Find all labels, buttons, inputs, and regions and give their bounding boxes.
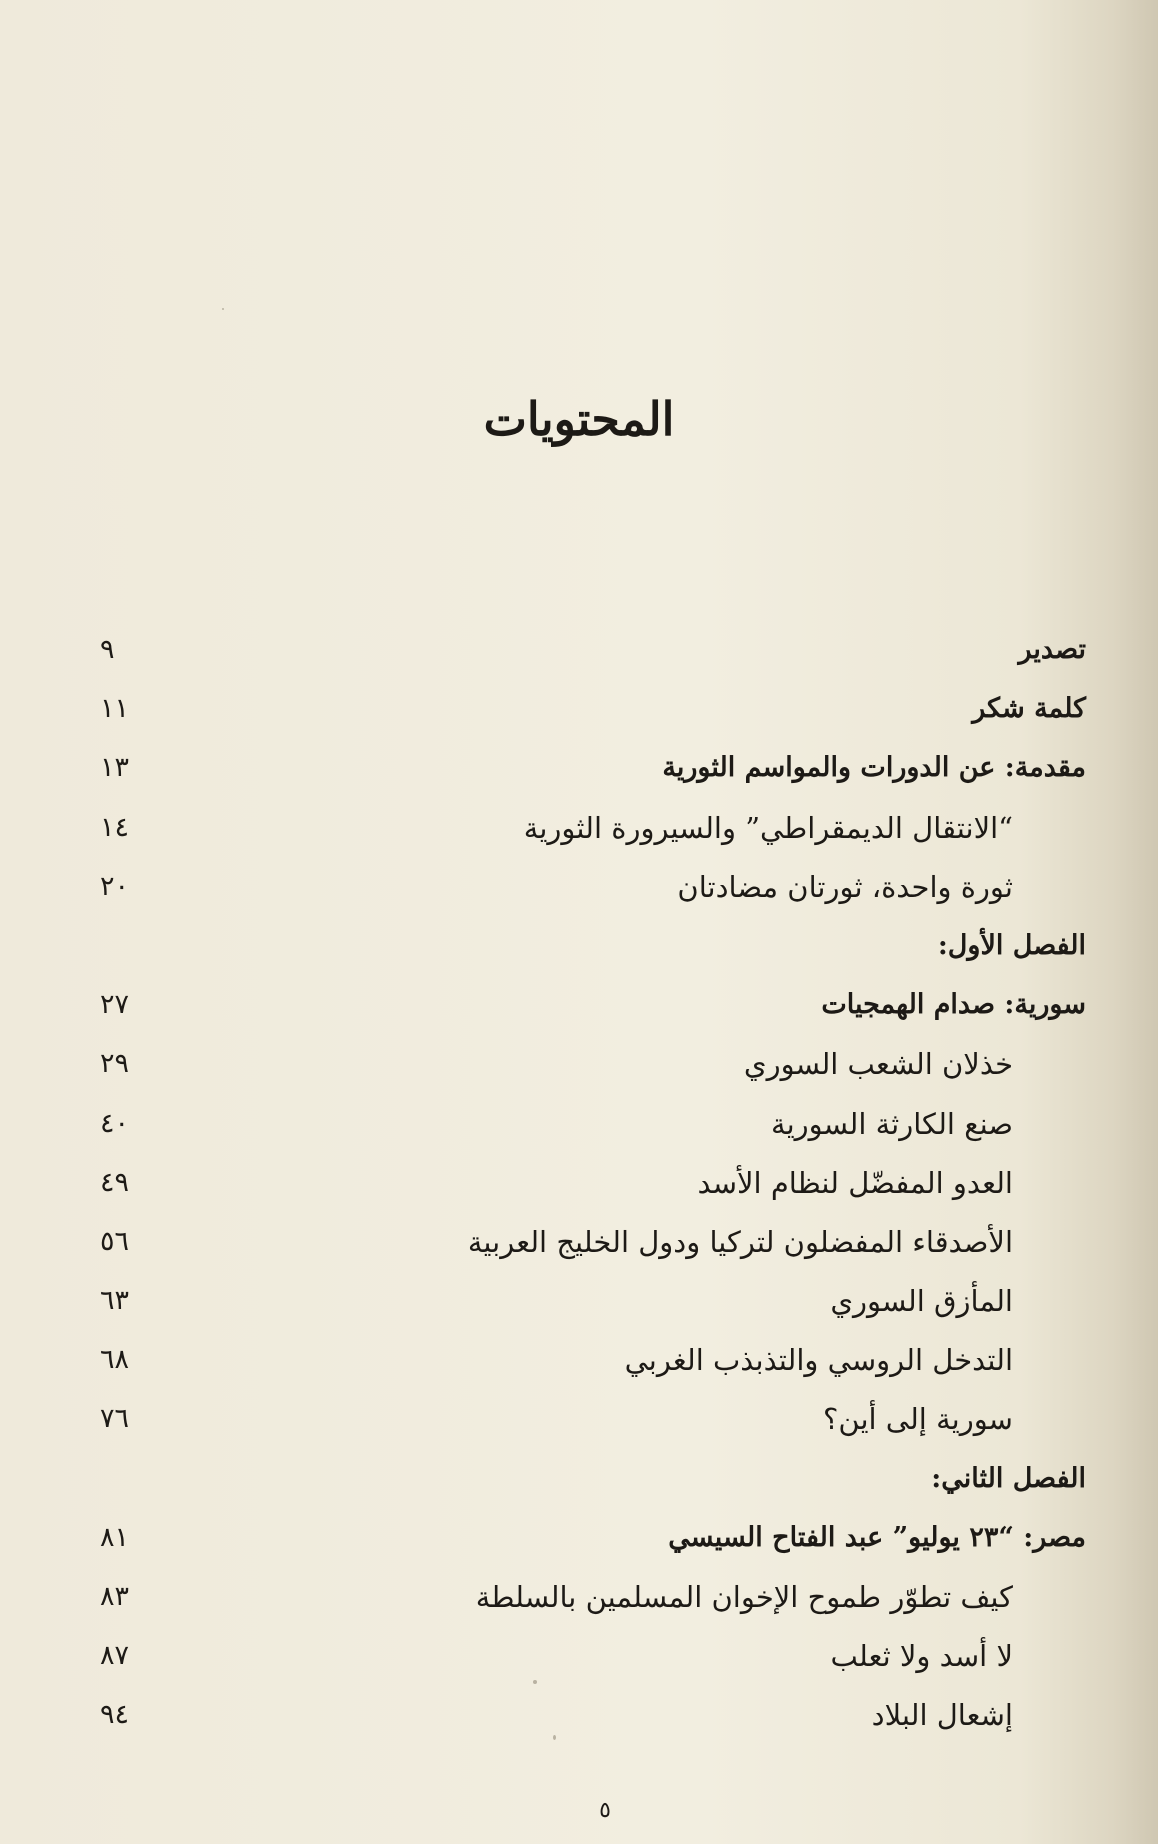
- toc-entry-title: كيف تطوّر طموح الإخوان المسلمين بالسلطة: [475, 1580, 1013, 1614]
- toc-page-number: ٨١: [100, 1521, 130, 1553]
- toc-row: [100, 630, 1086, 689]
- toc-entry-title: سورية إلى أين؟: [822, 1402, 1013, 1437]
- toc-entry-title: خذلان الشعب السوري: [743, 1047, 1013, 1082]
- toc-row: [100, 1340, 1086, 1399]
- toc-entry-title: الفصل الأول:: [937, 929, 1086, 961]
- toc-page-number: ٨٣: [100, 1581, 130, 1612]
- toc-row: [100, 689, 1086, 748]
- toc-entry-title: تصدير: [1018, 634, 1086, 665]
- toc-row: [100, 867, 1086, 926]
- toc-page-number: ٧٦: [100, 1403, 130, 1435]
- table-of-contents: [100, 630, 1086, 1755]
- toc-entry-title: صنع الكارثة السورية: [771, 1106, 1013, 1141]
- toc-entry-title: المأزق السوري: [830, 1284, 1013, 1319]
- toc-page-number: ١١: [100, 693, 130, 725]
- toc-page-number: ٦٨: [100, 1344, 130, 1376]
- toc-entry-title: ثورة واحدة، ثورتان مضادتان: [677, 869, 1013, 904]
- toc-row: [100, 1577, 1086, 1636]
- toc-page-number: ٥٦: [100, 1225, 130, 1257]
- toc-entry-title: الأصدقاء المفضلون لتركيا ودول الخليج العربية: [467, 1224, 1013, 1259]
- toc-entry-title: الفصل الثاني:: [931, 1462, 1086, 1494]
- toc-page-number: ٩٤: [100, 1699, 130, 1731]
- toc-row: [100, 1163, 1086, 1222]
- toc-row: [100, 1281, 1086, 1340]
- toc-page-number: ٢٠: [100, 870, 130, 902]
- page-title: المحتويات: [483, 392, 675, 446]
- toc-row: [100, 748, 1086, 807]
- toc-row: [100, 1222, 1086, 1281]
- paper-speck: [222, 308, 224, 310]
- toc-row: [100, 808, 1086, 867]
- toc-page-number: ١٣: [100, 752, 130, 784]
- toc-page-number: ٨٧: [100, 1640, 130, 1672]
- toc-entry-title: لا أسد ولا ثعلب: [830, 1639, 1013, 1674]
- page-folio-number: ٥: [599, 1798, 611, 1823]
- toc-row: [100, 985, 1086, 1044]
- toc-entry-title: كلمة شكر: [972, 693, 1086, 725]
- toc-row: [100, 1399, 1086, 1458]
- toc-entry-title: سورية: صدام الهمجيات: [821, 989, 1086, 1021]
- toc-chapter-heading: [100, 926, 1086, 985]
- toc-page-number: ١٤: [100, 811, 130, 843]
- toc-chapter-heading: [100, 1459, 1086, 1518]
- toc-row: [100, 1636, 1086, 1695]
- toc-page-number: ٢٩: [100, 1048, 130, 1080]
- toc-row: [100, 1518, 1086, 1577]
- toc-row: [100, 1044, 1086, 1103]
- toc-page-number: ٩: [100, 634, 115, 665]
- toc-entry-title: التدخل الروسي والتذبذب الغربي: [624, 1343, 1013, 1378]
- toc-entry-title: العدو المفضّل لنظام الأسد: [697, 1165, 1013, 1200]
- toc-row: [100, 1104, 1086, 1163]
- toc-page-number: ٦٣: [100, 1285, 130, 1317]
- toc-entry-title: إشعال البلاد: [871, 1698, 1013, 1733]
- toc-page-number: ٢٧: [100, 989, 130, 1021]
- toc-page-number: ٤٩: [100, 1166, 130, 1198]
- toc-entry-title: مقدمة: عن الدورات والمواسم الثورية: [662, 752, 1086, 784]
- toc-page-number: ٤٠: [100, 1107, 130, 1139]
- toc-entry-title: “الانتقال الديمقراطي” والسيرورة الثورية: [523, 810, 1013, 845]
- toc-entry-title: مصر: “٢٣ يوليو” عبد الفتاح السيسي: [668, 1521, 1086, 1553]
- toc-row: [100, 1695, 1086, 1754]
